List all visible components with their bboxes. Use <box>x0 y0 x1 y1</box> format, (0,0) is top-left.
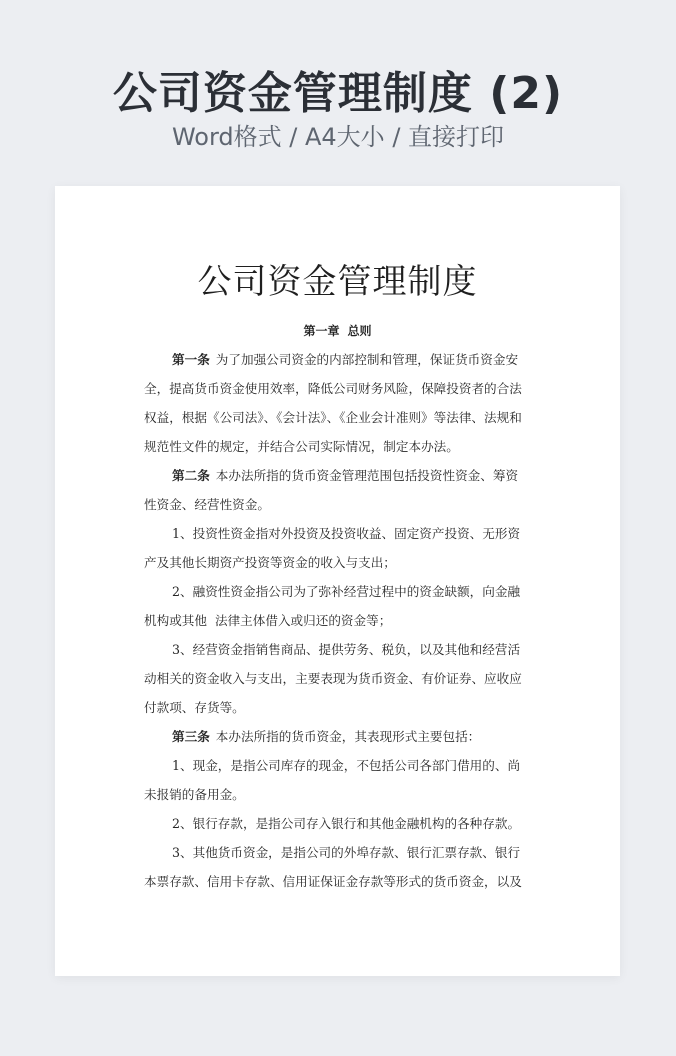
paragraph-line: 未报销的备用金。 <box>144 787 245 802</box>
chapter-heading <box>55 322 620 340</box>
paragraph-line: 规范性文件的规定，并结合公司实际情况，制定本办法。 <box>144 439 459 454</box>
chapter-name: 总则 <box>347 324 372 338</box>
paragraph-line: 本票存款、信用卡存款、信用证保证金存款等形式的货币资金，以及 <box>144 874 522 889</box>
paragraph-line: 1、投资性资金指对外投资及投资收益、固定资产投资、无形资 <box>172 526 521 541</box>
paragraph-line: 第二条 本办法所指的货币资金管理范围包括投资性资金、筹资 <box>172 468 519 483</box>
banner-subtitle: Word格式 / A4大小 / 直接打印 <box>171 123 505 151</box>
paragraph-line: 第三条 本办法所指的货币资金，其表现形式主要包括： <box>172 729 481 744</box>
banner-title: 公司资金管理制度 (2) <box>112 68 564 119</box>
document-body <box>144 345 530 896</box>
paragraph-line: 2、银行存款，是指公司存入银行和其他金融机构的各种存款。 <box>172 816 521 831</box>
article-label: 第一条 <box>172 352 210 367</box>
paragraph-line: 动相关的资金收入与支出，主要表现为货币资金、有价证券、应收应 <box>144 671 522 686</box>
document-page <box>55 186 620 976</box>
paragraph-line: 产及其他长期资产投资等资金的收入与支出； <box>144 555 396 570</box>
paragraph-line: 机构或其他 法律主体借入或归还的资金等； <box>144 613 392 628</box>
article-label: 第三条 <box>172 729 210 744</box>
paragraph-line: 全，提高货币资金使用效率，降低公司财务风险，保障投资者的合法 <box>144 381 522 396</box>
paragraph-line: 3、其他货币资金，是指公司的外埠存款、银行汇票存款、银行 <box>172 845 521 860</box>
paragraph-line: 付款项、存货等。 <box>144 700 245 715</box>
chapter-number: 第一章 <box>303 324 340 338</box>
paragraph-line: 权益，根据《公司法》、《会计法》、《企业会计准则》等法律、法规和 <box>144 410 522 425</box>
document-title: 公司资金管理制度 <box>197 262 478 302</box>
paragraph-line: 2、融资性资金指公司为了弥补经营过程中的资金缺额，向金融 <box>172 584 521 599</box>
paragraph-line: 第一条 为了加强公司资金的内部控制和管理，保证货币资金安 <box>172 352 519 367</box>
paragraph-line: 性资金、经营性资金。 <box>144 497 270 512</box>
article-label: 第二条 <box>172 468 210 483</box>
paragraph-line: 1、现金，是指公司库存的现金，不包括公司各部门借用的、尚 <box>172 758 521 773</box>
paragraph-line: 3、经营资金指销售商品、提供劳务、税负，以及其他和经营活 <box>172 642 521 657</box>
